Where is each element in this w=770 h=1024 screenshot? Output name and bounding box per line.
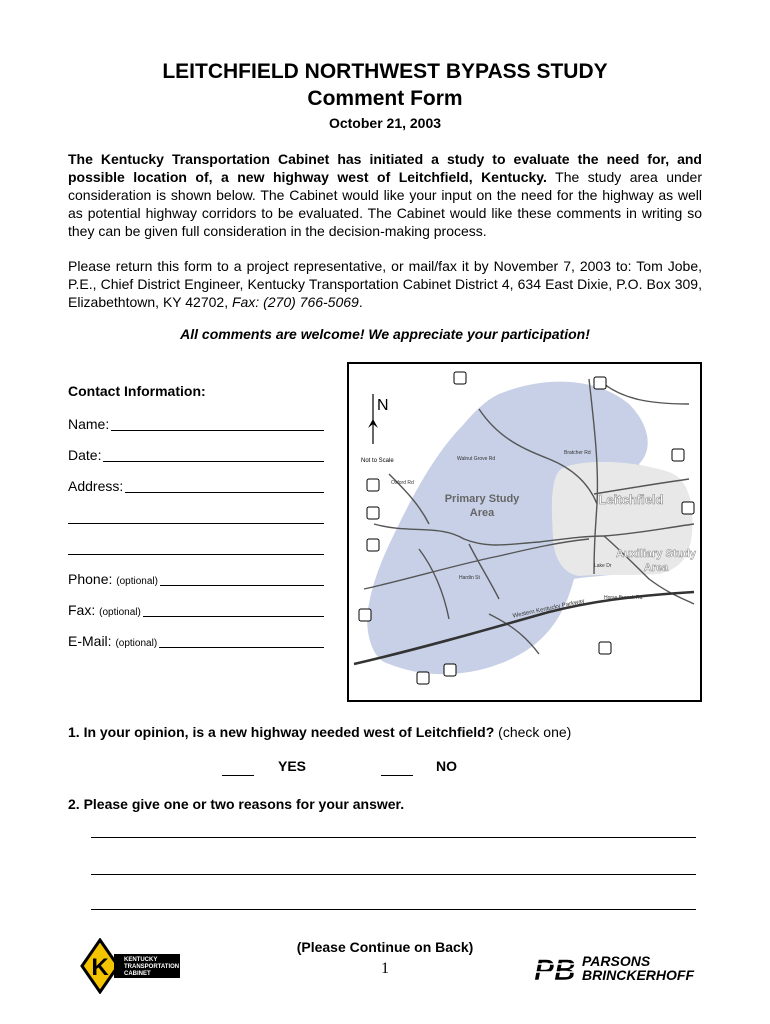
phone-label-text: Phone: xyxy=(68,571,113,587)
answer-line-3[interactable] xyxy=(91,908,696,910)
shield-1 xyxy=(454,372,466,384)
address-line-2-rule xyxy=(68,523,324,524)
email-label-text: E-Mail: xyxy=(68,633,112,649)
fax-field[interactable] xyxy=(68,602,324,620)
fax-optional: (optional) xyxy=(99,607,141,618)
address-line-3[interactable] xyxy=(68,540,324,558)
address-label: Address: xyxy=(68,478,124,494)
ktc-letter: K xyxy=(91,954,109,981)
contact-title: Contact Information: xyxy=(68,383,206,399)
email-label xyxy=(68,633,159,649)
return-end: . xyxy=(358,294,363,310)
continue-note: (Please Continue on Back) xyxy=(296,939,474,955)
q1-text: 1. In your opinion, is a new highway needed west of Leitchfield? xyxy=(68,724,495,740)
ktc-line-1: KENTUCKY xyxy=(124,957,158,963)
road-label-4: Lake Dr xyxy=(594,563,612,569)
ktc-logo xyxy=(80,938,184,994)
aux-area-label-2: Area xyxy=(643,562,669,574)
date-label: Date: xyxy=(68,447,102,463)
answer-line-1[interactable] xyxy=(91,836,696,838)
shield-7 xyxy=(682,502,694,514)
shield-4 xyxy=(367,479,379,491)
road-label-6: Horse Branch Rd xyxy=(604,595,643,601)
shield-6 xyxy=(367,539,379,551)
road-label-1: Oxford Rd xyxy=(391,480,414,486)
pb-mark: PB xyxy=(534,954,576,987)
question-1 xyxy=(68,724,571,740)
study-area-map xyxy=(347,362,702,702)
phone-label xyxy=(68,571,160,587)
email-field[interactable] xyxy=(68,633,324,651)
fax-label xyxy=(68,602,143,618)
north-label: N xyxy=(377,397,389,414)
parkway-label: Western Kentucky Parkway xyxy=(512,598,586,620)
pb-line-1: PARSONS xyxy=(582,953,651,969)
shield-9 xyxy=(599,642,611,654)
road-label-2: Walnut Grove Rd xyxy=(457,456,496,462)
shield-8 xyxy=(359,609,371,621)
parsons-brinckerhoff-logo xyxy=(534,952,704,992)
ktc-line-2: TRANSPORTATION xyxy=(124,964,180,970)
yes-checkbox-blank[interactable] xyxy=(222,760,254,776)
no-label: NO xyxy=(436,758,457,774)
pb-line-2: BRINCKERHOFF xyxy=(582,967,694,983)
address-field[interactable] xyxy=(68,478,324,496)
shield-11 xyxy=(417,672,429,684)
phone-optional: (optional) xyxy=(116,576,158,587)
form-title: LEITCHFIELD NORTHWEST BYPASS STUDY xyxy=(162,60,608,83)
intro-paragraph xyxy=(68,150,702,240)
answer-line-2[interactable] xyxy=(91,873,696,875)
shield-2 xyxy=(594,377,606,389)
email-optional: (optional) xyxy=(115,638,158,649)
map-graphic xyxy=(349,364,700,700)
road-label-3: Bratcher Rd xyxy=(564,450,591,456)
aux-area-label-1: Auxiliary Study xyxy=(615,548,697,560)
name-label: Name: xyxy=(68,416,110,432)
date-field[interactable] xyxy=(68,447,324,465)
form-date: October 21, 2003 xyxy=(328,115,442,131)
address-line-2[interactable] xyxy=(68,509,324,527)
scale-label: Not to Scale xyxy=(361,458,394,464)
return-text: Please return this form to a project representative, or mail/fax it by November 7, 2003 to: Tom Jobe, P.E., Chief District Engineer, Kentucky Transportation Cabinet District 4, 634 East Dixie, P.O. Box 309, Elizabethtown, KY 42702, xyxy=(68,258,702,310)
intro-bold-text: The Kentucky Transportation Cabinet has initiated a study to evaluate the need for, and possible location of, a new highway west of Leitchfield, Kentucky. xyxy=(68,151,702,185)
primary-area-label-2: Area xyxy=(469,507,495,519)
intro-normal-text: The study area under consideration is shown below. The Cabinet would like your input on the need for the highway as well as potential highway corridors to be evaluated. The Cabinet would like these comments in writing so they can be given full consideration in the decision-making process. xyxy=(68,169,703,239)
no-checkbox-blank[interactable] xyxy=(381,760,413,776)
ktc-line-3: CABINET xyxy=(124,971,151,977)
date-line xyxy=(68,461,324,462)
return-instructions xyxy=(68,257,702,311)
question-2: 2. Please give one or two reasons for your answer. xyxy=(68,796,405,812)
page-number: 1 xyxy=(381,960,389,977)
primary-area-label-1: Primary Study xyxy=(444,493,520,505)
address-line-3-rule xyxy=(68,554,324,555)
q1-hint: (check one) xyxy=(494,724,572,740)
shield-10 xyxy=(444,664,456,676)
fax-label-text: Fax: xyxy=(68,602,96,618)
welcome-message: All comments are welcome! We appreciate your participation! xyxy=(180,326,590,342)
yes-label: YES xyxy=(278,758,307,774)
fax-number: Fax: (270) 766-5069 xyxy=(231,294,359,310)
form-subtitle: Comment Form xyxy=(307,87,463,110)
shield-3 xyxy=(672,449,684,461)
shield-5 xyxy=(367,507,379,519)
city-label: Leitchfield xyxy=(598,492,664,507)
phone-field[interactable] xyxy=(68,571,324,589)
road-label-5: Hardin St xyxy=(459,575,480,581)
name-field[interactable] xyxy=(68,416,324,434)
